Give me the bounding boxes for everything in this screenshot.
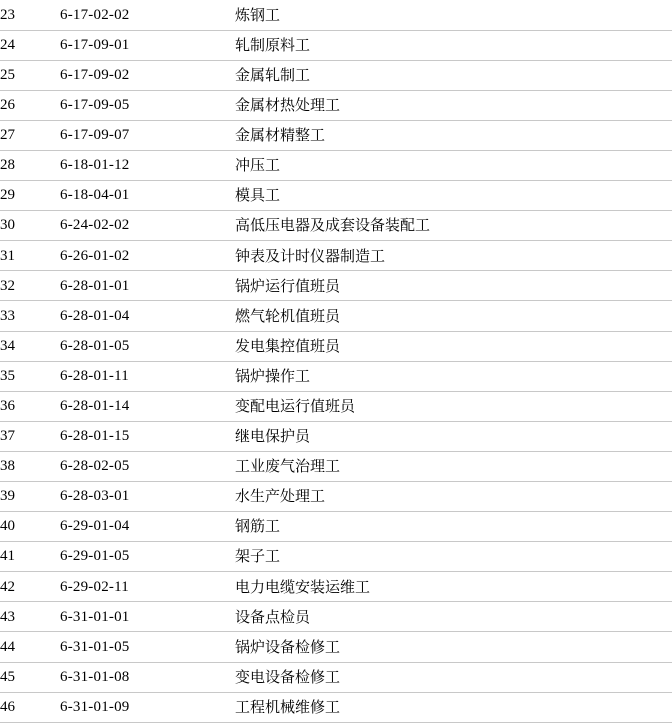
table-row — [0, 0, 672, 30]
row-index: 43 — [0, 602, 60, 632]
row-index: 35 — [0, 361, 60, 391]
row-index: 44 — [0, 632, 60, 662]
row-name: 发电集控值班员 — [235, 331, 672, 361]
row-name: 继电保护员 — [235, 421, 672, 451]
table-row — [0, 150, 672, 180]
row-code: 6-28-02-05 — [60, 451, 235, 481]
row-code: 6-31-01-05 — [60, 632, 235, 662]
table-row — [0, 331, 672, 361]
row-code: 6-17-09-01 — [60, 30, 235, 60]
row-code: 6-17-02-02 — [60, 0, 235, 30]
row-name: 炼钢工 — [235, 0, 672, 30]
table-row — [0, 211, 672, 241]
table-row — [0, 602, 672, 632]
row-index: 28 — [0, 150, 60, 180]
row-name: 轧制原料工 — [235, 30, 672, 60]
row-code: 6-17-09-02 — [60, 60, 235, 90]
table-row — [0, 60, 672, 90]
row-index: 38 — [0, 451, 60, 481]
row-code: 6-28-01-01 — [60, 271, 235, 301]
row-index: 26 — [0, 90, 60, 120]
row-code: 6-17-09-05 — [60, 90, 235, 120]
row-code: 6-28-01-11 — [60, 361, 235, 391]
row-code: 6-24-02-02 — [60, 211, 235, 241]
row-name: 模具工 — [235, 181, 672, 211]
row-name: 电力电缆安装运维工 — [235, 572, 672, 602]
row-code: 6-31-01-01 — [60, 602, 235, 632]
table-row — [0, 482, 672, 512]
row-index: 45 — [0, 662, 60, 692]
row-index: 37 — [0, 421, 60, 451]
table-row — [0, 30, 672, 60]
row-index: 30 — [0, 211, 60, 241]
row-index: 34 — [0, 331, 60, 361]
row-index: 31 — [0, 241, 60, 271]
table-row — [0, 181, 672, 211]
row-code: 6-31-01-08 — [60, 662, 235, 692]
row-index: 33 — [0, 301, 60, 331]
row-index: 46 — [0, 692, 60, 722]
row-name: 锅炉运行值班员 — [235, 271, 672, 301]
row-code: 6-26-01-02 — [60, 241, 235, 271]
row-code: 6-28-01-15 — [60, 421, 235, 451]
table-row — [0, 271, 672, 301]
row-code: 6-18-01-12 — [60, 150, 235, 180]
row-name: 水生产处理工 — [235, 482, 672, 512]
table-row — [0, 542, 672, 572]
table-row — [0, 512, 672, 542]
row-index: 41 — [0, 542, 60, 572]
row-index: 29 — [0, 181, 60, 211]
row-name: 冲压工 — [235, 150, 672, 180]
row-name: 金属轧制工 — [235, 60, 672, 90]
row-name: 高低压电器及成套设备装配工 — [235, 211, 672, 241]
row-name: 锅炉操作工 — [235, 361, 672, 391]
row-code: 6-29-02-11 — [60, 572, 235, 602]
row-index: 32 — [0, 271, 60, 301]
row-name: 设备点检员 — [235, 602, 672, 632]
row-code: 6-28-03-01 — [60, 482, 235, 512]
row-index: 27 — [0, 120, 60, 150]
row-code: 6-29-01-04 — [60, 512, 235, 542]
row-index: 40 — [0, 512, 60, 542]
row-index: 25 — [0, 60, 60, 90]
row-name: 架子工 — [235, 542, 672, 572]
table-row — [0, 692, 672, 722]
table-row — [0, 391, 672, 421]
row-name: 工业废气治理工 — [235, 451, 672, 481]
row-name: 钟表及计时仪器制造工 — [235, 241, 672, 271]
row-name: 锅炉设备检修工 — [235, 632, 672, 662]
table-row — [0, 90, 672, 120]
row-code: 6-17-09-07 — [60, 120, 235, 150]
table-row — [0, 572, 672, 602]
row-index: 39 — [0, 482, 60, 512]
row-name: 变配电运行值班员 — [235, 391, 672, 421]
row-code: 6-28-01-04 — [60, 301, 235, 331]
table-row — [0, 241, 672, 271]
row-name: 燃气轮机值班员 — [235, 301, 672, 331]
table-row — [0, 632, 672, 662]
table-row — [0, 421, 672, 451]
row-code: 6-28-01-05 — [60, 331, 235, 361]
row-index: 42 — [0, 572, 60, 602]
table-row — [0, 120, 672, 150]
row-name: 变电设备检修工 — [235, 662, 672, 692]
table-row — [0, 361, 672, 391]
row-index: 23 — [0, 0, 60, 30]
row-name: 金属材精整工 — [235, 120, 672, 150]
row-index: 36 — [0, 391, 60, 421]
row-code: 6-28-01-14 — [60, 391, 235, 421]
table-row — [0, 451, 672, 481]
row-name: 工程机械维修工 — [235, 692, 672, 722]
row-name: 金属材热处理工 — [235, 90, 672, 120]
table-row — [0, 301, 672, 331]
row-code: 6-18-04-01 — [60, 181, 235, 211]
row-code: 6-29-01-05 — [60, 542, 235, 572]
row-code: 6-31-01-09 — [60, 692, 235, 722]
table-row — [0, 662, 672, 692]
row-name: 钢筋工 — [235, 512, 672, 542]
row-index: 24 — [0, 30, 60, 60]
